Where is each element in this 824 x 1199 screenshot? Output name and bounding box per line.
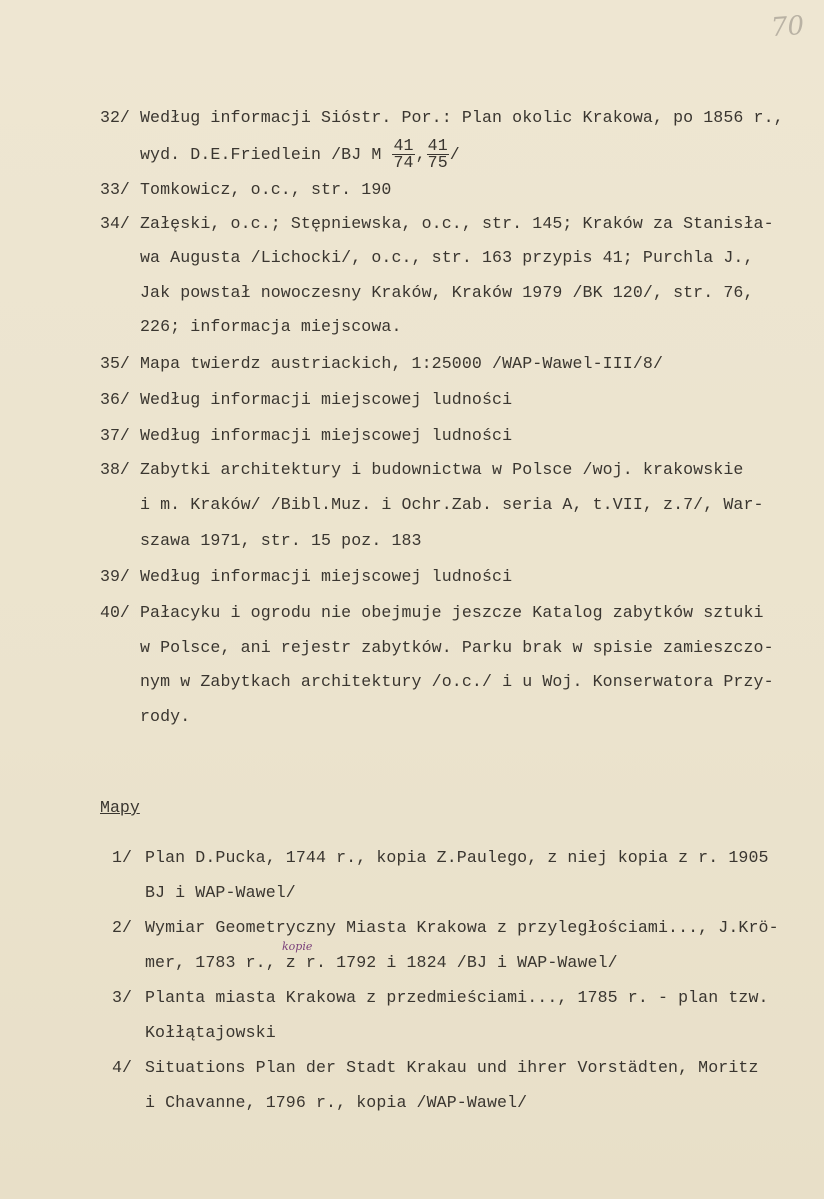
map-line: Kołłątajowski <box>145 1023 276 1042</box>
map-number: 2/ <box>112 918 132 937</box>
handwritten-page-number: 70 <box>769 10 806 44</box>
fraction-numerator: 41 <box>393 136 414 156</box>
note-line-fractions <box>140 138 460 172</box>
fraction-separator: , <box>415 145 426 164</box>
note-number: 35/ <box>100 354 130 373</box>
note-line: Jak powstał nowoczesny Kraków, Kraków 1979 /BK 120/, str. 76, <box>140 283 754 302</box>
note-line: Załęski, o.c.; Stępniewska, o.c., str. 145; Kraków za Stanisła- <box>140 214 774 233</box>
fraction-suffix: / <box>449 145 460 164</box>
fraction-denominator: 74 <box>393 153 414 173</box>
map-line: mer, 1783 r., z r. 1792 i 1824 /BJ i WAP-Wawel/ <box>145 953 618 972</box>
fraction <box>427 138 449 171</box>
map-line: BJ i WAP-Wawel/ <box>145 883 296 902</box>
note-number: 36/ <box>100 390 130 409</box>
note-number: 33/ <box>100 180 130 199</box>
note-line: Mapa twierdz austriackich, 1:25000 /WAP-Wawel-III/8/ <box>140 354 664 373</box>
note-line: rody. <box>140 707 191 726</box>
note-line: Zabytki architektury i budownictwa w Polsce /woj. krakowskie <box>140 460 744 479</box>
maps-heading: Mapy <box>100 798 140 817</box>
map-line: Situations Plan der Stadt Krakau und ihrer Vorstädten, Moritz <box>145 1058 759 1077</box>
fraction <box>392 138 414 171</box>
map-line: Wymiar Geometryczny Miasta Krakowa z przyległościami..., J.Krö- <box>145 918 779 937</box>
note-line: szawa 1971, str. 15 poz. 183 <box>140 531 422 550</box>
note-line: 226; informacja miejscowa. <box>140 317 402 336</box>
handwritten-annotation: kopie <box>282 940 313 953</box>
fraction-prefix: wyd. D.E.Friedlein /BJ M <box>140 145 392 164</box>
note-number: 32/ <box>100 108 130 127</box>
note-line: nym w Zabytkach architektury /o.c./ i u Woj. Konserwatora Przy- <box>140 672 774 691</box>
note-line: w Polsce, ani rejestr zabytków. Parku brak w spisie zamieszczo- <box>140 638 774 657</box>
note-line: Według informacji Sióstr. Por.: Plan okolic Krakowa, po 1856 r., <box>140 108 784 127</box>
note-number: 38/ <box>100 460 130 479</box>
note-number: 37/ <box>100 426 130 445</box>
map-number: 3/ <box>112 988 132 1007</box>
map-line: Plan D.Pucka, 1744 r., kopia Z.Paulego, z niej kopia z r. 1905 <box>145 848 769 867</box>
map-number: 4/ <box>112 1058 132 1077</box>
map-line: i Chavanne, 1796 r., kopia /WAP-Wawel/ <box>145 1093 528 1112</box>
note-line: Tomkowicz, o.c., str. 190 <box>140 180 392 199</box>
note-line: Pałacyku i ogrodu nie obejmuje jeszcze Katalog zabytków sztuki <box>140 603 764 622</box>
note-line: Według informacji miejscowej ludności <box>140 567 513 586</box>
fraction-denominator: 75 <box>427 153 448 173</box>
note-line: Według informacji miejscowej ludności <box>140 390 513 409</box>
note-line: Według informacji miejscowej ludności <box>140 426 513 445</box>
fraction-numerator: 41 <box>427 136 448 156</box>
note-line: wa Augusta /Lichocki/, o.c., str. 163 przypis 41; Purchla J., <box>140 248 754 267</box>
note-line: i m. Kraków/ /Bibl.Muz. i Ochr.Zab. seria A, t.VII, z.7/, War- <box>140 495 764 514</box>
map-line: Planta miasta Krakowa z przedmieściami..., 1785 r. - plan tzw. <box>145 988 769 1007</box>
note-number: 34/ <box>100 214 130 233</box>
map-number: 1/ <box>112 848 132 867</box>
note-number: 39/ <box>100 567 130 586</box>
note-number: 40/ <box>100 603 130 622</box>
